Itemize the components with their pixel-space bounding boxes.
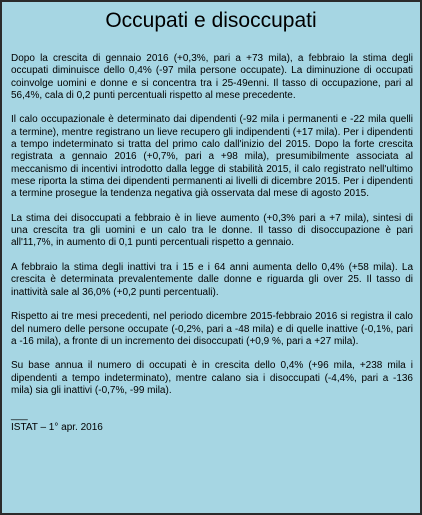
paragraph-trimestre: Rispetto ai tre mesi precedenti, nel periodo dicembre 2015-febbraio 2016 si registra il calo del numero delle persone occupate (-0,2%, pari a -48 mila) e di quelle inattive (-0,1%, pari a -16 mila), a fronte di un incremento dei disoccupati (+0,9 %, pari a +27 mila). (11, 311, 413, 347)
source-credit: ISTAT – 1° apr. 2016 (11, 421, 103, 433)
box-body (11, 53, 413, 434)
box-title: Occupati e disoccupati (105, 9, 317, 32)
paragraph-annuo: Su base annua il numero di occupati è in crescita dello 0,4% (+96 mila, +238 mila i dipendenti a tempo indeterminato), mentre calano sia i disoccupati (-4,4%, pari a -136 mila) sia gli inattivi (-0,7%, -99 mila). (11, 360, 413, 397)
separator-line: ___ (11, 409, 28, 421)
paragraph-inattivi: A febbraio la stima degli inattivi tra i 15 e i 64 anni aumenta dello 0,4% (+58 mila). La crescita è determinata prevalentemente dalle donne e riguarda gli over 25. Il tasso di inattività sale al 36,0% (+0,2 punti percentuali). (11, 262, 413, 298)
paragraph-dipendenti: Il calo occupazionale è determinato dai dipendenti (-92 mila i permanenti e -22 mila quelli a termine), mentre registrano un lieve recupero gli indipendenti (+17 mila). Per i dipendenti a tempo indeterminato si tratta del primo calo dall'inizio del 2015. Dopo la forte crescita registrata a gennaio 2016 (+0,7%, pari a +98 mila), presumibilmente associata al meccanismo di incentivi introdotto dalla legge di stabilità 2015, il calo registrato nell'ultimo mese riporta la stima dei dipendenti permanenti ai livelli di dicembre 2015. Per i dipendenti a termine prosegue la tendenza negativa già osservata dal mese di agosto 2015. (11, 114, 413, 200)
paragraph-disoccupati: La stima dei disoccupati a febbraio è in lieve aumento (+0,3% pari a +7 mila), sintesi di una crescita tra gli uomini e un calo tra le donne. Il tasso di disoccupazione è pari all'11,7%, in aumento di 0,1 punti percentuali rispetto a gennaio. (11, 212, 413, 249)
paragraph-occupati: Dopo la crescita di gennaio 2016 (+0,3%, pari a +73 mila), a febbraio la stima degli occupati diminuisce dello 0,4% (-97 mila persone occupate). La diminuzione di occupati coinvolge uomini e donne e si concentra tra i 25-49enni. Il tasso di occupazione, pari al 56,4%, cala di 0,2 punti percentuali rispetto al mese precedente. (11, 53, 413, 101)
